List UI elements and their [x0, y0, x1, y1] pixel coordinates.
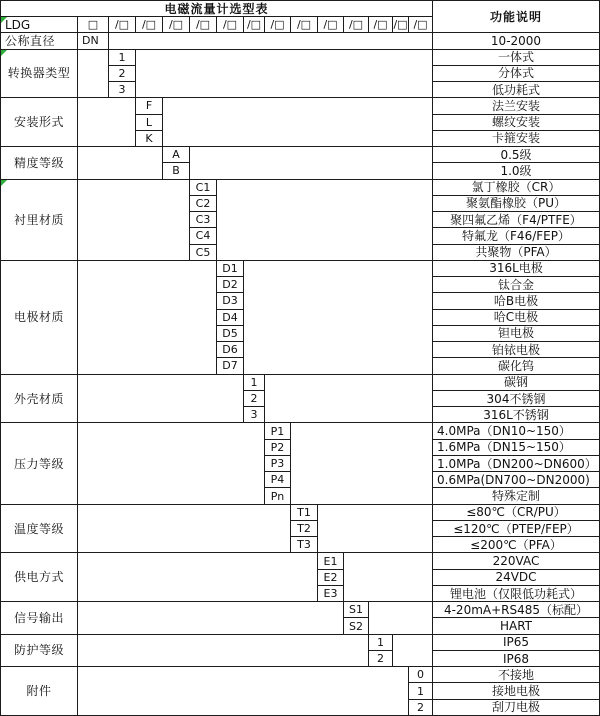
section-pre-gap-6: [78, 423, 265, 504]
section-6-code-0: P1: [265, 423, 291, 439]
section-4-desc-3: 哈C电极: [433, 310, 600, 326]
section-post-gap-6: [291, 423, 433, 504]
section-2-code-0: A: [163, 147, 190, 163]
section-2-desc-1: 1.0级: [433, 163, 600, 179]
diameter-desc: 10-2000: [433, 33, 600, 49]
diameter-gap: [109, 33, 433, 49]
section-post-gap-2: [190, 147, 433, 180]
section-11-code-1: 1: [409, 683, 433, 699]
section-4-code-5: D6: [217, 342, 244, 358]
section-post-gap-7: [318, 505, 433, 554]
section-label-0: 转换器类型: [1, 50, 78, 99]
model-code-slot-1: /□: [109, 17, 136, 33]
function-column-header: 功能说明: [433, 1, 600, 33]
section-11-code-0: 0: [409, 667, 433, 683]
section-7-code-2: T3: [291, 537, 318, 553]
section-6-desc-0: 4.0MPa（DN10~150）: [433, 423, 600, 439]
model-code-slot-12: /□: [393, 17, 409, 33]
model-code-slot-9: /□: [318, 17, 344, 33]
section-1-code-2: K: [136, 131, 163, 147]
section-pre-gap-5: [78, 375, 244, 424]
diameter-label: 公称直径: [1, 33, 78, 49]
section-pre-gap-2: [78, 147, 163, 180]
section-1-code-0: F: [136, 98, 163, 114]
section-4-code-1: D2: [217, 277, 244, 293]
section-label-6: 压力等级: [1, 423, 78, 504]
section-5-desc-0: 碳钢: [433, 375, 600, 391]
section-label-4: 电极材质: [1, 261, 78, 375]
section-label-7: 温度等级: [1, 505, 78, 554]
section-11-code-2: 2: [409, 700, 433, 716]
section-4-desc-5: 铂铱电极: [433, 342, 600, 358]
section-6-desc-1: 1.6MPa（DN15~150）: [433, 440, 600, 456]
section-6-code-2: P3: [265, 456, 291, 472]
section-6-code-4: Pn: [265, 488, 291, 504]
section-label-11: 附件: [1, 667, 78, 716]
section-5-desc-2: 316L不锈钢: [433, 407, 600, 423]
section-6-desc-4: 特殊定制: [433, 488, 600, 504]
section-pre-gap-3: [78, 180, 190, 261]
section-3-desc-2: 聚四氟乙烯（F4/PTFE）: [433, 212, 600, 228]
section-label-8: 供电方式: [1, 553, 78, 602]
section-3-desc-3: 特氟龙（F46/FEP）: [433, 228, 600, 244]
section-3-desc-4: 共聚物（PFA）: [433, 245, 600, 261]
section-post-gap-10: [393, 635, 433, 668]
section-8-code-0: E1: [318, 553, 344, 569]
section-label-1: 安装形式: [1, 98, 78, 147]
section-label-5: 外壳材质: [1, 375, 78, 424]
section-6-code-3: P4: [265, 472, 291, 488]
section-4-desc-0: 316L电极: [433, 261, 600, 277]
section-10-code-0: 1: [369, 635, 393, 651]
section-3-code-3: C4: [190, 228, 217, 244]
section-4-code-6: D7: [217, 358, 244, 374]
section-4-code-3: D4: [217, 310, 244, 326]
section-0-desc-1: 分体式: [433, 66, 600, 82]
section-9-code-0: S1: [344, 602, 369, 618]
section-0-desc-2: 低功耗式: [433, 82, 600, 98]
section-pre-gap-9: [78, 602, 344, 635]
section-10-desc-1: IP68: [433, 651, 600, 667]
section-1-desc-1: 螺纹安装: [433, 115, 600, 131]
section-3-code-0: C1: [190, 180, 217, 196]
section-pre-gap-10: [78, 635, 369, 668]
diameter-code: DN: [78, 33, 109, 49]
section-post-gap-3: [217, 180, 433, 261]
section-1-desc-2: 卡箍安装: [433, 131, 600, 147]
section-5-code-0: 1: [244, 375, 265, 391]
section-0-code-0: 1: [109, 50, 136, 66]
section-4-desc-6: 碳化钨: [433, 358, 600, 374]
model-prefix: LDG: [1, 17, 78, 33]
section-7-code-0: T1: [291, 505, 318, 521]
section-post-gap-5: [265, 375, 433, 424]
section-1-desc-0: 法兰安装: [433, 98, 600, 114]
section-8-desc-2: 锂电池（仅限低功耗式）: [433, 586, 600, 602]
section-pre-gap-1: [78, 98, 136, 147]
model-code-slot-10: /□: [344, 17, 369, 33]
section-label-9: 信号输出: [1, 602, 78, 635]
section-10-code-1: 2: [369, 651, 393, 667]
section-10-desc-0: IP65: [433, 635, 600, 651]
model-code-slot-5: /□: [217, 17, 244, 33]
section-pre-gap-7: [78, 505, 291, 554]
model-code-slot-8: /□: [291, 17, 318, 33]
section-8-code-2: E3: [318, 586, 344, 602]
section-3-code-2: C3: [190, 212, 217, 228]
section-1-code-1: L: [136, 115, 163, 131]
section-pre-gap-4: [78, 261, 217, 375]
section-post-gap-9: [369, 602, 433, 635]
section-6-desc-3: 0.6MPa(DN700~DN2000): [433, 472, 600, 488]
section-post-gap-0: [136, 50, 433, 99]
section-label-3: 衬里材质: [1, 180, 78, 261]
section-post-gap-8: [344, 553, 433, 602]
section-5-code-1: 2: [244, 391, 265, 407]
section-post-gap-4: [244, 261, 433, 375]
section-11-desc-0: 不接地: [433, 667, 600, 683]
section-pre-gap-11: [78, 667, 409, 716]
section-4-desc-1: 钛合金: [433, 277, 600, 293]
model-code-slot-11: /□: [369, 17, 393, 33]
section-4-code-0: D1: [217, 261, 244, 277]
section-4-code-4: D5: [217, 326, 244, 342]
model-code-slot-2: /□: [136, 17, 163, 33]
section-label-2: 精度等级: [1, 147, 78, 180]
section-3-code-4: C5: [190, 245, 217, 261]
section-2-desc-0: 0.5级: [433, 147, 600, 163]
section-label-10: 防护等级: [1, 635, 78, 668]
model-code-slot-4: /□: [190, 17, 217, 33]
section-2-code-1: B: [163, 163, 190, 179]
section-9-code-1: S2: [344, 618, 369, 634]
section-11-desc-2: 刮刀电极: [433, 700, 600, 716]
section-8-code-1: E2: [318, 570, 344, 586]
section-4-code-2: D3: [217, 293, 244, 309]
model-code-box: □: [78, 17, 109, 33]
model-code-slot-7: /□: [265, 17, 291, 33]
section-0-desc-0: 一体式: [433, 50, 600, 66]
section-9-desc-1: HART: [433, 618, 600, 634]
section-7-code-1: T2: [291, 521, 318, 537]
section-6-desc-2: 1.0MPa（DN200~DN600）: [433, 456, 600, 472]
section-0-code-1: 2: [109, 66, 136, 82]
section-5-desc-1: 304不锈钢: [433, 391, 600, 407]
section-7-desc-1: ≤120℃（PTEP/FEP）: [433, 521, 600, 537]
section-6-code-1: P2: [265, 440, 291, 456]
section-3-desc-1: 聚氨酯橡胶（PU）: [433, 196, 600, 212]
section-pre-gap-8: [78, 553, 318, 602]
section-0-code-2: 3: [109, 82, 136, 98]
section-7-desc-2: ≤200℃（PFA）: [433, 537, 600, 553]
section-4-desc-2: 哈B电极: [433, 293, 600, 309]
section-pre-gap-0: [78, 50, 109, 99]
section-5-code-2: 3: [244, 407, 265, 423]
model-code-slot-13: /□: [409, 17, 433, 33]
section-post-gap-1: [163, 98, 433, 147]
model-code-slot-3: /□: [163, 17, 190, 33]
section-3-desc-0: 氯丁橡胶（CR）: [433, 180, 600, 196]
section-7-desc-0: ≤80℃（CR/PU）: [433, 505, 600, 521]
table-title: 电磁流量计选型表: [1, 1, 433, 17]
section-8-desc-0: 220VAC: [433, 553, 600, 569]
section-4-desc-4: 钽电极: [433, 326, 600, 342]
model-code-slot-6: /□: [244, 17, 265, 33]
section-8-desc-1: 24VDC: [433, 570, 600, 586]
section-9-desc-0: 4-20mA+RS485（标配）: [433, 602, 600, 618]
section-3-code-1: C2: [190, 196, 217, 212]
section-11-desc-1: 接地电极: [433, 683, 600, 699]
